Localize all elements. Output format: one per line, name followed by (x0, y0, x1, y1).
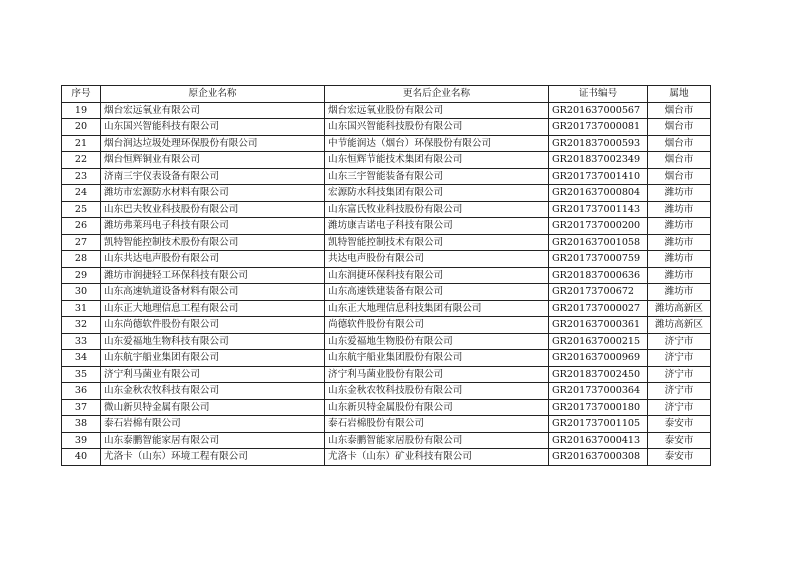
cell-new-name: 山东正大地理信息科技集团有限公司 (325, 300, 549, 317)
cell-no: 25 (62, 201, 101, 218)
cell-new-name: 凯特智能控制技术有限公司 (325, 234, 549, 251)
table-row (62, 168, 711, 185)
header-old-name: 原企业名称 (101, 86, 325, 103)
cell-old-name: 烟台润达垃圾处理环保股份有限公司 (101, 135, 325, 152)
cell-location: 泰安市 (648, 432, 711, 449)
table-row (62, 333, 711, 350)
cell-no: 21 (62, 135, 101, 152)
cell-old-name: 山东国兴智能科技有限公司 (101, 119, 325, 136)
cell-location: 烟台市 (648, 119, 711, 136)
cell-new-name: 泰石岩棉股份有限公司 (325, 416, 549, 433)
table-row (62, 201, 711, 218)
cell-new-name: 山东富氏牧业科技股份有限公司 (325, 201, 549, 218)
cell-new-name: 山东三宇智能装备有限公司 (325, 168, 549, 185)
cell-old-name: 微山新贝特金属有限公司 (101, 399, 325, 416)
cell-no: 35 (62, 366, 101, 383)
cell-old-name: 济南三宇仪表设备有限公司 (101, 168, 325, 185)
cell-location: 潍坊市 (648, 201, 711, 218)
table-row (62, 152, 711, 169)
cell-old-name: 山东尚德软件股份有限公司 (101, 317, 325, 334)
table-row (62, 135, 711, 152)
cell-no: 29 (62, 267, 101, 284)
cell-new-name: 济宁利马菌业股份有限公司 (325, 366, 549, 383)
cell-old-name: 泰石岩棉有限公司 (101, 416, 325, 433)
cell-cert: GR201637000215 (549, 333, 648, 350)
cell-cert: GR201837000593 (549, 135, 648, 152)
cell-cert: GR201737000759 (549, 251, 648, 268)
cell-old-name: 山东共达电声股份有限公司 (101, 251, 325, 268)
table-row (62, 251, 711, 268)
cell-location: 潍坊高新区 (648, 317, 711, 334)
table-row (62, 234, 711, 251)
header-new-name: 更名后企业名称 (325, 86, 549, 103)
cell-new-name: 山东泰鹏智能家居股份有限公司 (325, 432, 549, 449)
cell-cert: GR201737000200 (549, 218, 648, 235)
cell-old-name: 山东正大地理信息工程有限公司 (101, 300, 325, 317)
cell-old-name: 潍坊市润捷轻工环保科技有限公司 (101, 267, 325, 284)
cell-cert: GR201837002349 (549, 152, 648, 169)
cell-new-name: 潍坊康吉诺电子科技有限公司 (325, 218, 549, 235)
cell-location: 潍坊市 (648, 251, 711, 268)
cell-old-name: 山东爱福地生物科技有限公司 (101, 333, 325, 350)
cell-location: 济宁市 (648, 350, 711, 367)
table-row (62, 399, 711, 416)
cell-no: 20 (62, 119, 101, 136)
cell-location: 济宁市 (648, 366, 711, 383)
cell-no: 24 (62, 185, 101, 202)
cell-location: 泰安市 (648, 416, 711, 433)
cell-new-name: 山东航宇船业集团股份有限公司 (325, 350, 549, 367)
table-row (62, 350, 711, 367)
cell-location: 泰安市 (648, 449, 711, 466)
cell-old-name: 山东航宇船业集团有限公司 (101, 350, 325, 367)
cell-cert: GR201637000969 (549, 350, 648, 367)
cell-location: 烟台市 (648, 135, 711, 152)
cell-cert: GR201637000567 (549, 102, 648, 119)
cell-no: 39 (62, 432, 101, 449)
table-row (62, 185, 711, 202)
cell-location: 烟台市 (648, 152, 711, 169)
rename-table (61, 85, 711, 466)
cell-no: 38 (62, 416, 101, 433)
header-location: 属地 (648, 86, 711, 103)
table-row (62, 267, 711, 284)
cell-no: 34 (62, 350, 101, 367)
cell-location: 烟台市 (648, 102, 711, 119)
cell-new-name: 山东国兴智能科技股份有限公司 (325, 119, 549, 136)
cell-cert: GR201637001058 (549, 234, 648, 251)
cell-cert: GR201637000804 (549, 185, 648, 202)
cell-cert: GR201637000361 (549, 317, 648, 334)
cell-cert: GR201737001143 (549, 201, 648, 218)
table-row (62, 119, 711, 136)
table-row (62, 432, 711, 449)
table-row (62, 449, 711, 466)
cell-cert: GR201737000180 (549, 399, 648, 416)
cell-location: 潍坊市 (648, 234, 711, 251)
cell-location: 潍坊市 (648, 218, 711, 235)
cell-old-name: 潍坊市宏源防水材料有限公司 (101, 185, 325, 202)
cell-no: 40 (62, 449, 101, 466)
cell-new-name: 宏源防水科技集团有限公司 (325, 185, 549, 202)
cell-cert: GR20173700672 (549, 284, 648, 301)
cell-new-name: 山东高速铁建装备有限公司 (325, 284, 549, 301)
cell-old-name: 凯特智能控制技术股份有限公司 (101, 234, 325, 251)
table-row (62, 300, 711, 317)
cell-cert: GR201737000081 (549, 119, 648, 136)
cell-old-name: 烟台恒辉铜业有限公司 (101, 152, 325, 169)
cell-old-name: 潍坊弗莱玛电子科技有限公司 (101, 218, 325, 235)
cell-new-name: 共达电声股份有限公司 (325, 251, 549, 268)
table-row (62, 383, 711, 400)
cell-new-name: 尚德软件股份有限公司 (325, 317, 549, 334)
table-row (62, 416, 711, 433)
cell-location: 济宁市 (648, 399, 711, 416)
cell-location: 潍坊市 (648, 267, 711, 284)
table-row (62, 102, 711, 119)
cell-old-name: 山东高速轨道设备材料有限公司 (101, 284, 325, 301)
table-body (62, 102, 711, 465)
cell-no: 23 (62, 168, 101, 185)
cell-cert: GR201637000308 (549, 449, 648, 466)
cell-no: 30 (62, 284, 101, 301)
cell-cert: GR201737001410 (549, 168, 648, 185)
header-no: 序号 (62, 86, 101, 103)
cell-new-name: 尤洛卡（山东）矿业科技有限公司 (325, 449, 549, 466)
table-row (62, 317, 711, 334)
cell-cert: GR201737000027 (549, 300, 648, 317)
cell-old-name: 山东金秋农牧科技有限公司 (101, 383, 325, 400)
cell-no: 33 (62, 333, 101, 350)
cell-no: 36 (62, 383, 101, 400)
cell-no: 32 (62, 317, 101, 334)
table-row (62, 284, 711, 301)
cell-location: 济宁市 (648, 383, 711, 400)
cell-new-name: 山东润捷环保科技有限公司 (325, 267, 549, 284)
cell-no: 19 (62, 102, 101, 119)
cell-old-name: 济宁利马菌业有限公司 (101, 366, 325, 383)
cell-new-name: 山东金秋农牧科技股份有限公司 (325, 383, 549, 400)
cell-location: 潍坊高新区 (648, 300, 711, 317)
cell-cert: GR201837002450 (549, 366, 648, 383)
table-row (62, 366, 711, 383)
cell-location: 潍坊市 (648, 185, 711, 202)
cell-new-name: 山东新贝特金属股份有限公司 (325, 399, 549, 416)
cell-cert: GR201737000364 (549, 383, 648, 400)
cell-old-name: 烟台宏远氧业有限公司 (101, 102, 325, 119)
cell-no: 22 (62, 152, 101, 169)
cell-new-name: 烟台宏远氧业股份有限公司 (325, 102, 549, 119)
cell-no: 26 (62, 218, 101, 235)
cell-cert: GR201637000413 (549, 432, 648, 449)
table-row (62, 218, 711, 235)
cell-old-name: 山东巴夫牧业科技股份有限公司 (101, 201, 325, 218)
header-cert: 证书编号 (549, 86, 648, 103)
cell-no: 27 (62, 234, 101, 251)
cell-old-name: 尤洛卡（山东）环境工程有限公司 (101, 449, 325, 466)
cell-location: 烟台市 (648, 168, 711, 185)
cell-cert: GR201737001105 (549, 416, 648, 433)
cell-no: 37 (62, 399, 101, 416)
cell-location: 济宁市 (648, 333, 711, 350)
cell-no: 31 (62, 300, 101, 317)
cell-new-name: 山东恒辉节能技术集团有限公司 (325, 152, 549, 169)
header-row (62, 86, 711, 103)
cell-old-name: 山东泰鹏智能家居有限公司 (101, 432, 325, 449)
cell-no: 28 (62, 251, 101, 268)
cell-location: 潍坊市 (648, 284, 711, 301)
cell-new-name: 山东爱福地生物股份有限公司 (325, 333, 549, 350)
cell-new-name: 中节能润达（烟台）环保股份有限公司 (325, 135, 549, 152)
cell-cert: GR201837000636 (549, 267, 648, 284)
